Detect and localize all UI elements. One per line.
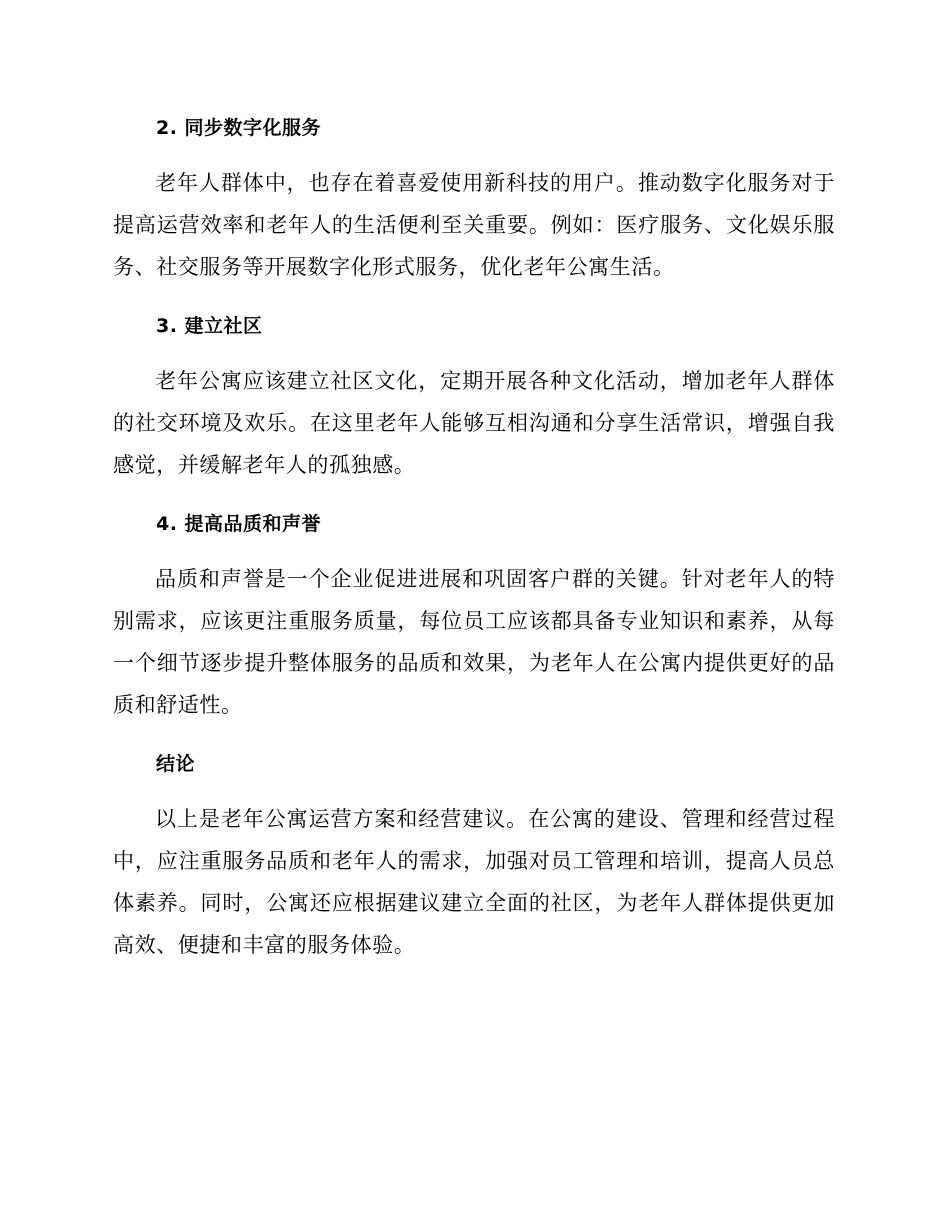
section-heading: 2. 同步数字化服务 <box>156 117 322 139</box>
section-paragraph: 品质和声誉是一个企业促进进展和巩固客户群的关键。针对老年人的特别需求，应该更注重服务质量，每位员工应该都具备专业知识和素养，从每一个细节逐步提升整体服务的品质和效果，为老年人在公寓内提供更好的品质和舒适性。 <box>113 567 835 717</box>
section-paragraph: 老年公寓应该建立社区文化，定期开展各种文化活动，增加老年人群体的社交环境及欢乐。在这里老年人能够互相沟通和分享生活常识，增强自我感觉，并缓解老年人的孤独感。 <box>113 369 835 477</box>
section-quality-reputation <box>113 504 835 726</box>
section-heading: 3. 建立社区 <box>156 315 263 337</box>
document-page <box>113 108 835 984</box>
section-digital-services <box>113 108 835 288</box>
section-paragraph: 老年人群体中，也存在着喜爱使用新科技的用户。推动数字化服务对于提高运营效率和老年人的生活便利至关重要。例如：医疗服务、文化娱乐服务、社交服务等开展数字化形式服务，优化老年公寓生活。 <box>113 171 835 279</box>
section-build-community <box>113 306 835 486</box>
section-heading: 结论 <box>156 753 196 775</box>
section-conclusion <box>113 744 835 966</box>
section-heading: 4. 提高品质和声誉 <box>156 513 322 535</box>
section-paragraph: 以上是老年公寓运营方案和经营建议。在公寓的建设、管理和经营过程中，应注重服务品质和老年人的需求，加强对员工管理和培训，提高人员总体素养。同时，公寓还应根据建议建立全面的社区，为老年人群体提供更加高效、便捷和丰富的服务体验。 <box>113 807 835 957</box>
